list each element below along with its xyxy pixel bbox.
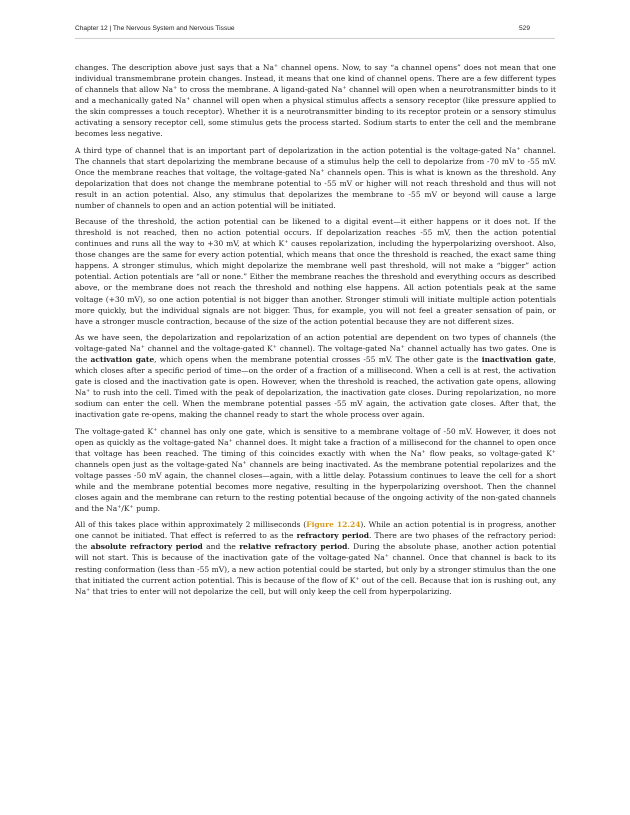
text-run: channel and the voltage-gated K [144,344,273,354]
ion-charge-superscript: + [384,553,389,560]
ion-charge-superscript: + [355,575,360,582]
text-run: As we have seen, the depolarization and repolarization of an action potential are dependent on two types of channels (the voltage-gated Na [75,332,556,354]
key-term: activation gate [90,355,155,365]
ion-charge-superscript: + [551,448,556,455]
paragraph [75,216,556,326]
text-run: causes repolarization, including the hyperpolarizing overshoot. Also, those changes are the same for every action potential, which means that once the threshold is reached, the exact same thing happens. A stronger stimulus, which might depolarize the membrane well past threshold, will not make a “bigger” action potential. Action potentials are “all or none.” Either the membrane reaches the threshold and everything occurs as described above, or the membrane does not reach the threshold and nothing else happens. All action potentials peak at the same voltage (+30 mV), so one action potential is not bigger than another. Stronger stimuli will initiate multiple action potentials more quickly, but the individual signals are not bigger. Thus, for example, you will not feel a greater sensation of pain, or have a stronger muscle contraction, because of the size of the action potential because they are not different sizes. [75,239,556,326]
paragraph [75,145,556,211]
ion-charge-superscript: + [186,96,191,103]
text-run: All of this takes place within approximately 2 milliseconds ( [75,520,307,530]
text-run: A third type of channel that is an important part of depolarization in the action potential is the voltage-gated Na [75,145,517,155]
text-run: out of the cell. Because that ion is rushing out, any Na [75,575,557,596]
text-run: channel. The channels that start depolarizing the membrane because of a stimulus help the cell to depolarize from -70 mV to -55 mV. Once the membrane reaches that voltage, the voltage-gated Na [75,145,556,177]
ion-charge-superscript: + [117,503,122,510]
ion-charge-superscript: + [140,344,145,351]
key-term: refractory period [296,531,370,541]
header-rule [75,38,555,39]
paragraph [75,332,556,420]
text-run: channel). The voltage-gated Na [276,344,401,354]
text-run: pump. [133,503,161,513]
paragraph [75,426,556,514]
text-run: to cross the membrane. A ligand-gated Na [177,85,343,95]
body-text [75,62,556,602]
text-run: channel opens. Now, to say “a channel opens” does not mean that one individual transmembrane protein changes. Instead, it means that one kind of channel opens. There are a few different types of channels that allow Na [75,63,556,95]
text-run: to rush into the cell. Timed with the peak of depolarization, the inactivation gate closes. During repolarization, no more sodium can enter the cell. When the membrane potential passes -55 mV again, the activation gate closes. After that, the inactivation gate re-opens, making the channel ready to start the whole process over again. [75,388,556,420]
ion-charge-superscript: + [129,503,134,510]
text-run: The voltage-gated K [75,426,154,436]
text-run: flow peaks, so voltage-gated K [425,448,552,458]
ion-charge-superscript: + [516,145,521,152]
text-run: . There are two phases of the refractory period: the [75,531,556,552]
page-number: 529 [518,25,530,32]
text-run: channels open. This is what is known as the threshold. Any depolarization that does not change the membrane potential to -55 mV or higher will not reach threshold and thus will not result in an action potential. Also, any stimulus that depolarizes the membrane to -55 mV or beyond will cause a large number of channels to open and an action potential will be initiated. [75,167,557,210]
text-run: /K [121,503,130,513]
text-run: channel will open when a neurotransmitter binds to it and a mechanically gated Na [75,85,556,106]
ion-charge-superscript: + [273,63,279,69]
ion-charge-superscript: + [86,388,91,395]
ion-charge-superscript: + [421,448,426,455]
ion-charge-superscript: + [272,344,277,351]
ion-charge-superscript: + [242,459,247,466]
text-run: and the [202,542,240,552]
text-run: ). While an action potential is in progress, another one cannot be initiated. That effect is referred to as the [75,520,556,541]
paragraph [75,62,556,139]
text-run: channel will open when a physical stimulus affects a sensory receptor (like pressure applied to the skin compresses a touch receptor). Whether it is a neurotransmitter binding to its receptor protein or a sensory stimulus activating a sensory receptor cell, some stimulus gets the process started. Sodium starts to enter the cell and the membrane becomes less negative. [75,96,556,139]
text-run: , which opens when the membrane potential crosses -55 mV. The other gate is the [154,355,482,365]
ion-charge-superscript: + [172,85,178,92]
text-run: channel. Once that channel is back to its resting conformation (less than -55 mV), a new action potential could be started, but only by a stronger stimulus than the one that initiated the current action potential. This is because of the flow of K [75,553,556,585]
paragraph [75,519,556,596]
key-term: inactivation gate [481,355,554,365]
text-run: channel actually has two gates. One is the [75,344,556,365]
key-term: relative refractory period [239,542,348,552]
ion-charge-superscript: + [228,437,233,444]
ion-charge-superscript: + [320,167,325,174]
ion-charge-superscript: + [153,426,158,433]
text-run: Because of the threshold, the action potential can be likened to a digital event—it either happens or it does not. If the threshold is not reached, then no action potential occurs. If depolarization reaches -55 mV, then the action potential continues and runs all the way to +30 mV, at which K [75,217,556,249]
text-run: , which closes after a specific period of time—on the order of a fraction of a millisecond. When a cell is at rest, the activation gate is closed and the inactivation gate is open. However, when the threshold is reached, the activation gate opens, allowing Na [75,355,556,398]
ion-charge-superscript: + [86,586,91,593]
text-run: . During the absolute phase, another action potential will not start. This is because of the inactivation gate of the voltage-gated Na [75,542,557,563]
figure-reference-link[interactable]: Figure 12.24 [306,520,361,530]
chapter-title: Chapter 12 | The Nervous System and Nervous Tissue [75,25,235,32]
text-run: channel does. It might take a fraction of a millisecond for the channel to open once that voltage has been reached. The timing of this coincides exactly with when the Na [75,437,556,458]
text-run: that tries to enter will not depolarize the cell, but will only keep the cell from hyperpolarizing. [90,586,452,596]
ion-charge-superscript: + [400,344,405,351]
text-run: changes. The description above just says that a Na [75,63,274,72]
text-run: channel has only one gate, which is sensitive to a membrane voltage of -50 mV. However, it does not open as quickly as the voltage-gated Na [75,426,556,447]
text-run: channels open just as the voltage-gated Na [75,459,243,469]
ion-charge-superscript: + [342,85,347,92]
key-term: absolute refractory period [90,542,203,552]
ion-charge-superscript: + [284,239,289,246]
text-run: channels are being inactivated. As the membrane potential repolarizes and the voltage passes -50 mV again, the channel closes—again, with a little delay. Potassium continues to leave the cell for a short while and the membrane potential becomes more negative, resulting in the hyperpolarizing overshoot. Then the channel closes again and the membrane can return to the resting potential because of the ongoing activity of the non-gated channels and the Na [75,459,556,513]
running-header [75,25,530,37]
